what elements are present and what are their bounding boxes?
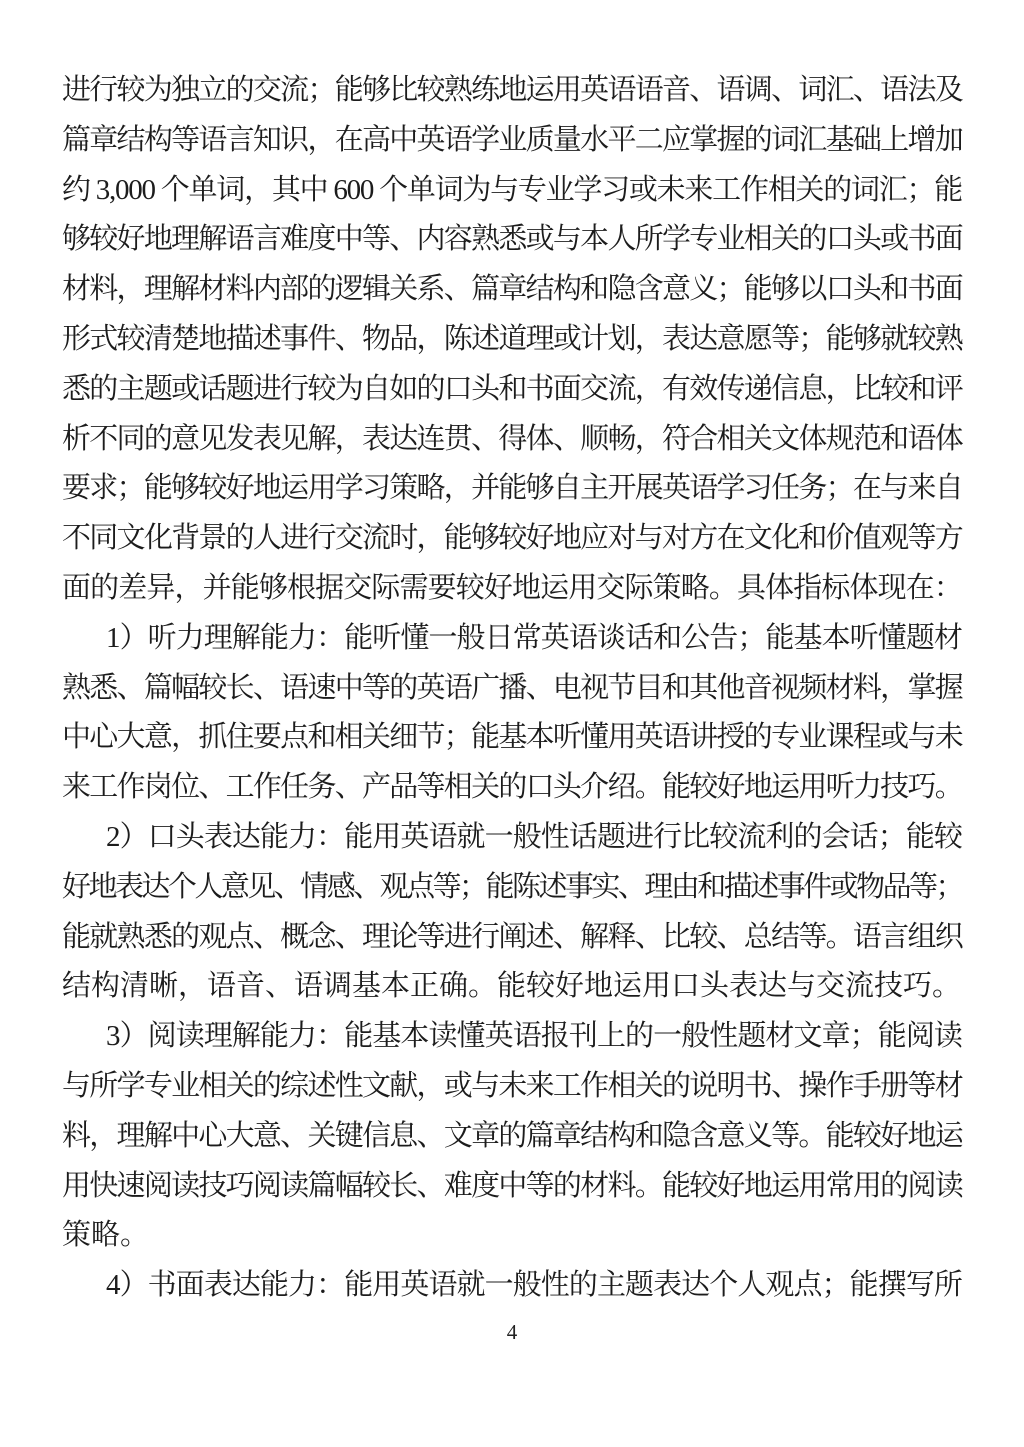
text-line: 要求；能够较好地运用学习策略，并能够自主开展英语学习任务；在与来自 (62, 472, 962, 505)
text-line: 悉的主题或话题进行较为自如的口头和书面交流，有效传递信息，比较和评 (62, 372, 962, 405)
text-line: 中心大意，抓住要点和相关细节；能基本听懂用英语讲授的专业课程或与未 (62, 721, 962, 754)
text-line: 面的差异，并能够根据交际需要较好地运用交际策略。具体指标体现在： (62, 571, 962, 604)
text-line: 约 3,000 个单词，其中 600 个单词为与专业学习或未来工作相关的词汇；能 (62, 173, 962, 206)
text-line: 形式较清楚地描述事件、物品，陈述道理或计划，表达意愿等；能够就较熟 (62, 322, 962, 355)
text-line: 篇章结构等语言知识，在高中英语学业质量水平二应掌握的词汇基础上增加 (62, 123, 962, 156)
text-line: 熟悉、篇幅较长、语速中等的英语广播、电视节目和其他音视频材料，掌握 (62, 671, 962, 704)
document-body (62, 66, 962, 1311)
text-line: 用快速阅读技巧阅读篇幅较长、难度中等的材料。能较好地运用常用的阅读 (62, 1169, 962, 1202)
text-line: 4）书面表达能力：能用英语就一般性的主题表达个人观点；能撰写所 (106, 1269, 962, 1302)
page-number-label: 4 (506, 1320, 518, 1344)
text-line: 够较好地理解语言难度中等、内容熟悉或与本人所学专业相关的口头或书面 (62, 223, 962, 256)
text-line: 析不同的意见发表见解，表达连贯、得体、顺畅，符合相关文体规范和语体 (62, 422, 962, 455)
text-line: 能就熟悉的观点、概念、理论等进行阐述、解释、比较、总结等。语言组织 (62, 920, 962, 953)
text-line: 材料，理解材料内部的逻辑关系、篇章结构和隐含意义；能够以口头和书面 (62, 273, 962, 306)
text-line: 进行较为独立的交流；能够比较熟练地运用英语语音、语调、词汇、语法及 (62, 74, 962, 106)
text-line: 3）阅读理解能力：能基本读懂英语报刊上的一般性题材文章；能阅读 (106, 1020, 962, 1053)
text-line: 策略。 (62, 1219, 150, 1252)
text-line: 不同文化背景的人进行交流时，能够较好地应对与对方在文化和价值观等方 (62, 522, 962, 555)
text-line: 来工作岗位、工作任务、产品等相关的口头介绍。能较好地运用听力技巧。 (62, 771, 962, 804)
text-line: 结构清晰，语音、语调基本正确。能较好地运用口头表达与交流技巧。 (62, 970, 962, 1003)
text-line: 好地表达个人意见、情感、观点等；能陈述事实、理由和描述事件或物品等； (62, 870, 962, 903)
text-line: 2）口头表达能力：能用英语就一般性话题进行比较流利的会话；能较 (106, 820, 962, 853)
text-line: 料，理解中心大意、关键信息、文章的篇章结构和隐含意义等。能较好地运 (62, 1119, 962, 1152)
text-line: 1）听力理解能力：能听懂一般日常英语谈话和公告；能基本听懂题材 (106, 621, 962, 654)
text-line: 与所学专业相关的综述性文献，或与未来工作相关的说明书、操作手册等材 (62, 1069, 962, 1102)
